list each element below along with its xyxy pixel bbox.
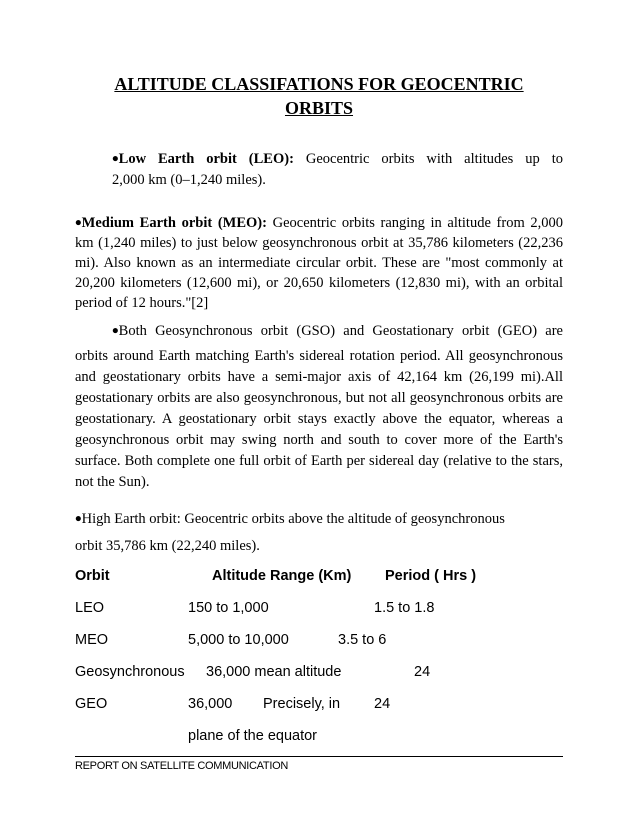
bullet-icon: • bbox=[75, 509, 82, 530]
leo-line-1 bbox=[112, 148, 563, 169]
page-title-line-1: ALTITUDE CLASSIFATIONS FOR GEOCENTRIC bbox=[114, 74, 524, 94]
table-cell-altitude: 5,000 to 10,000 bbox=[188, 632, 289, 648]
table-cell-orbit: GEO bbox=[75, 696, 108, 712]
table-cell-period: 24 bbox=[414, 664, 431, 680]
heo-first-line: High Earth orbit: Geocentric orbits above the altitude of geosynchronous bbox=[81, 511, 505, 527]
table-cell-altitude: 150 to 1,000 bbox=[188, 600, 269, 616]
table-header-period: Period ( Hrs ) bbox=[385, 568, 477, 584]
table-cell-note-continued: plane of the equator bbox=[188, 728, 317, 744]
leo-line-2: 2,000 km (0–1,240 miles). bbox=[112, 172, 266, 188]
gso-paragraph: orbits around Earth matching Earth's sidereal rotation period. All geosynchronous and geostationary orbits have a semi-major axis of 42,164 km (26,199 mi).All geostationary orbits are also geosynchronous, but not all geosynchronous orbits are geostationary. A geostationary orbit stays exactly above the equator, whereas a geosynchronous orbit may swing north and south to cover more of the Earth's surface. Both complete one full orbit of Earth per sidereal day (relative to the stars, not the Sun). bbox=[75, 348, 563, 490]
table-cell-altitude: 36,000 bbox=[188, 696, 233, 712]
gso-line-1 bbox=[112, 320, 563, 341]
table-cell-note: Precisely, in bbox=[263, 696, 341, 712]
table-header-orbit: Orbit bbox=[75, 568, 110, 584]
table-cell-orbit: MEO bbox=[75, 632, 109, 648]
bullet-icon: • bbox=[75, 213, 82, 234]
bullet-icon: • bbox=[112, 321, 119, 342]
table-cell-orbit: Geosynchronous bbox=[75, 664, 185, 680]
table-cell-period: 24 bbox=[374, 696, 391, 712]
leo-text-1: Geocentric orbits with altitudes up to bbox=[305, 151, 563, 167]
page-title-line-2: ORBITS bbox=[284, 98, 354, 118]
heo-line-2: orbit 35,786 km (22,240 miles). bbox=[75, 538, 260, 554]
table-header-altitude: Altitude Range (Km) bbox=[212, 568, 352, 584]
table-cell-orbit: LEO bbox=[75, 600, 105, 616]
table-cell-period: 3.5 to 6 bbox=[338, 632, 387, 648]
meo-paragraph bbox=[75, 212, 563, 313]
leo-label: Low Earth orbit (LEO): bbox=[118, 151, 294, 167]
bullet-icon: • bbox=[112, 149, 119, 170]
gso-first-line: Both Geosynchronous orbit (GSO) and Geostationary orbit (GEO) are bbox=[118, 323, 563, 339]
footer-divider bbox=[75, 756, 563, 757]
meo-text: Geocentric orbits ranging in altitude from 2,000 km (1,240 miles) to just below geosynchronous orbit at 35,786 kilometers (22,236 mi). Also known as an intermediate circular orbit. These are "most commonly at 20,200 kilometers (12,600 mi), or 20,650 kilometers (12,830 mi), with an orbital period of 12 hours."[2] bbox=[75, 215, 564, 311]
meo-label: Medium Earth orbit (MEO): bbox=[81, 215, 267, 231]
page-footer: REPORT ON SATELLITE COMMUNICATION bbox=[75, 760, 288, 772]
table-cell-period: 1.5 to 1.8 bbox=[374, 600, 435, 616]
heo-line-1 bbox=[75, 508, 505, 529]
table-cell-altitude: 36,000 mean altitude bbox=[206, 664, 342, 680]
